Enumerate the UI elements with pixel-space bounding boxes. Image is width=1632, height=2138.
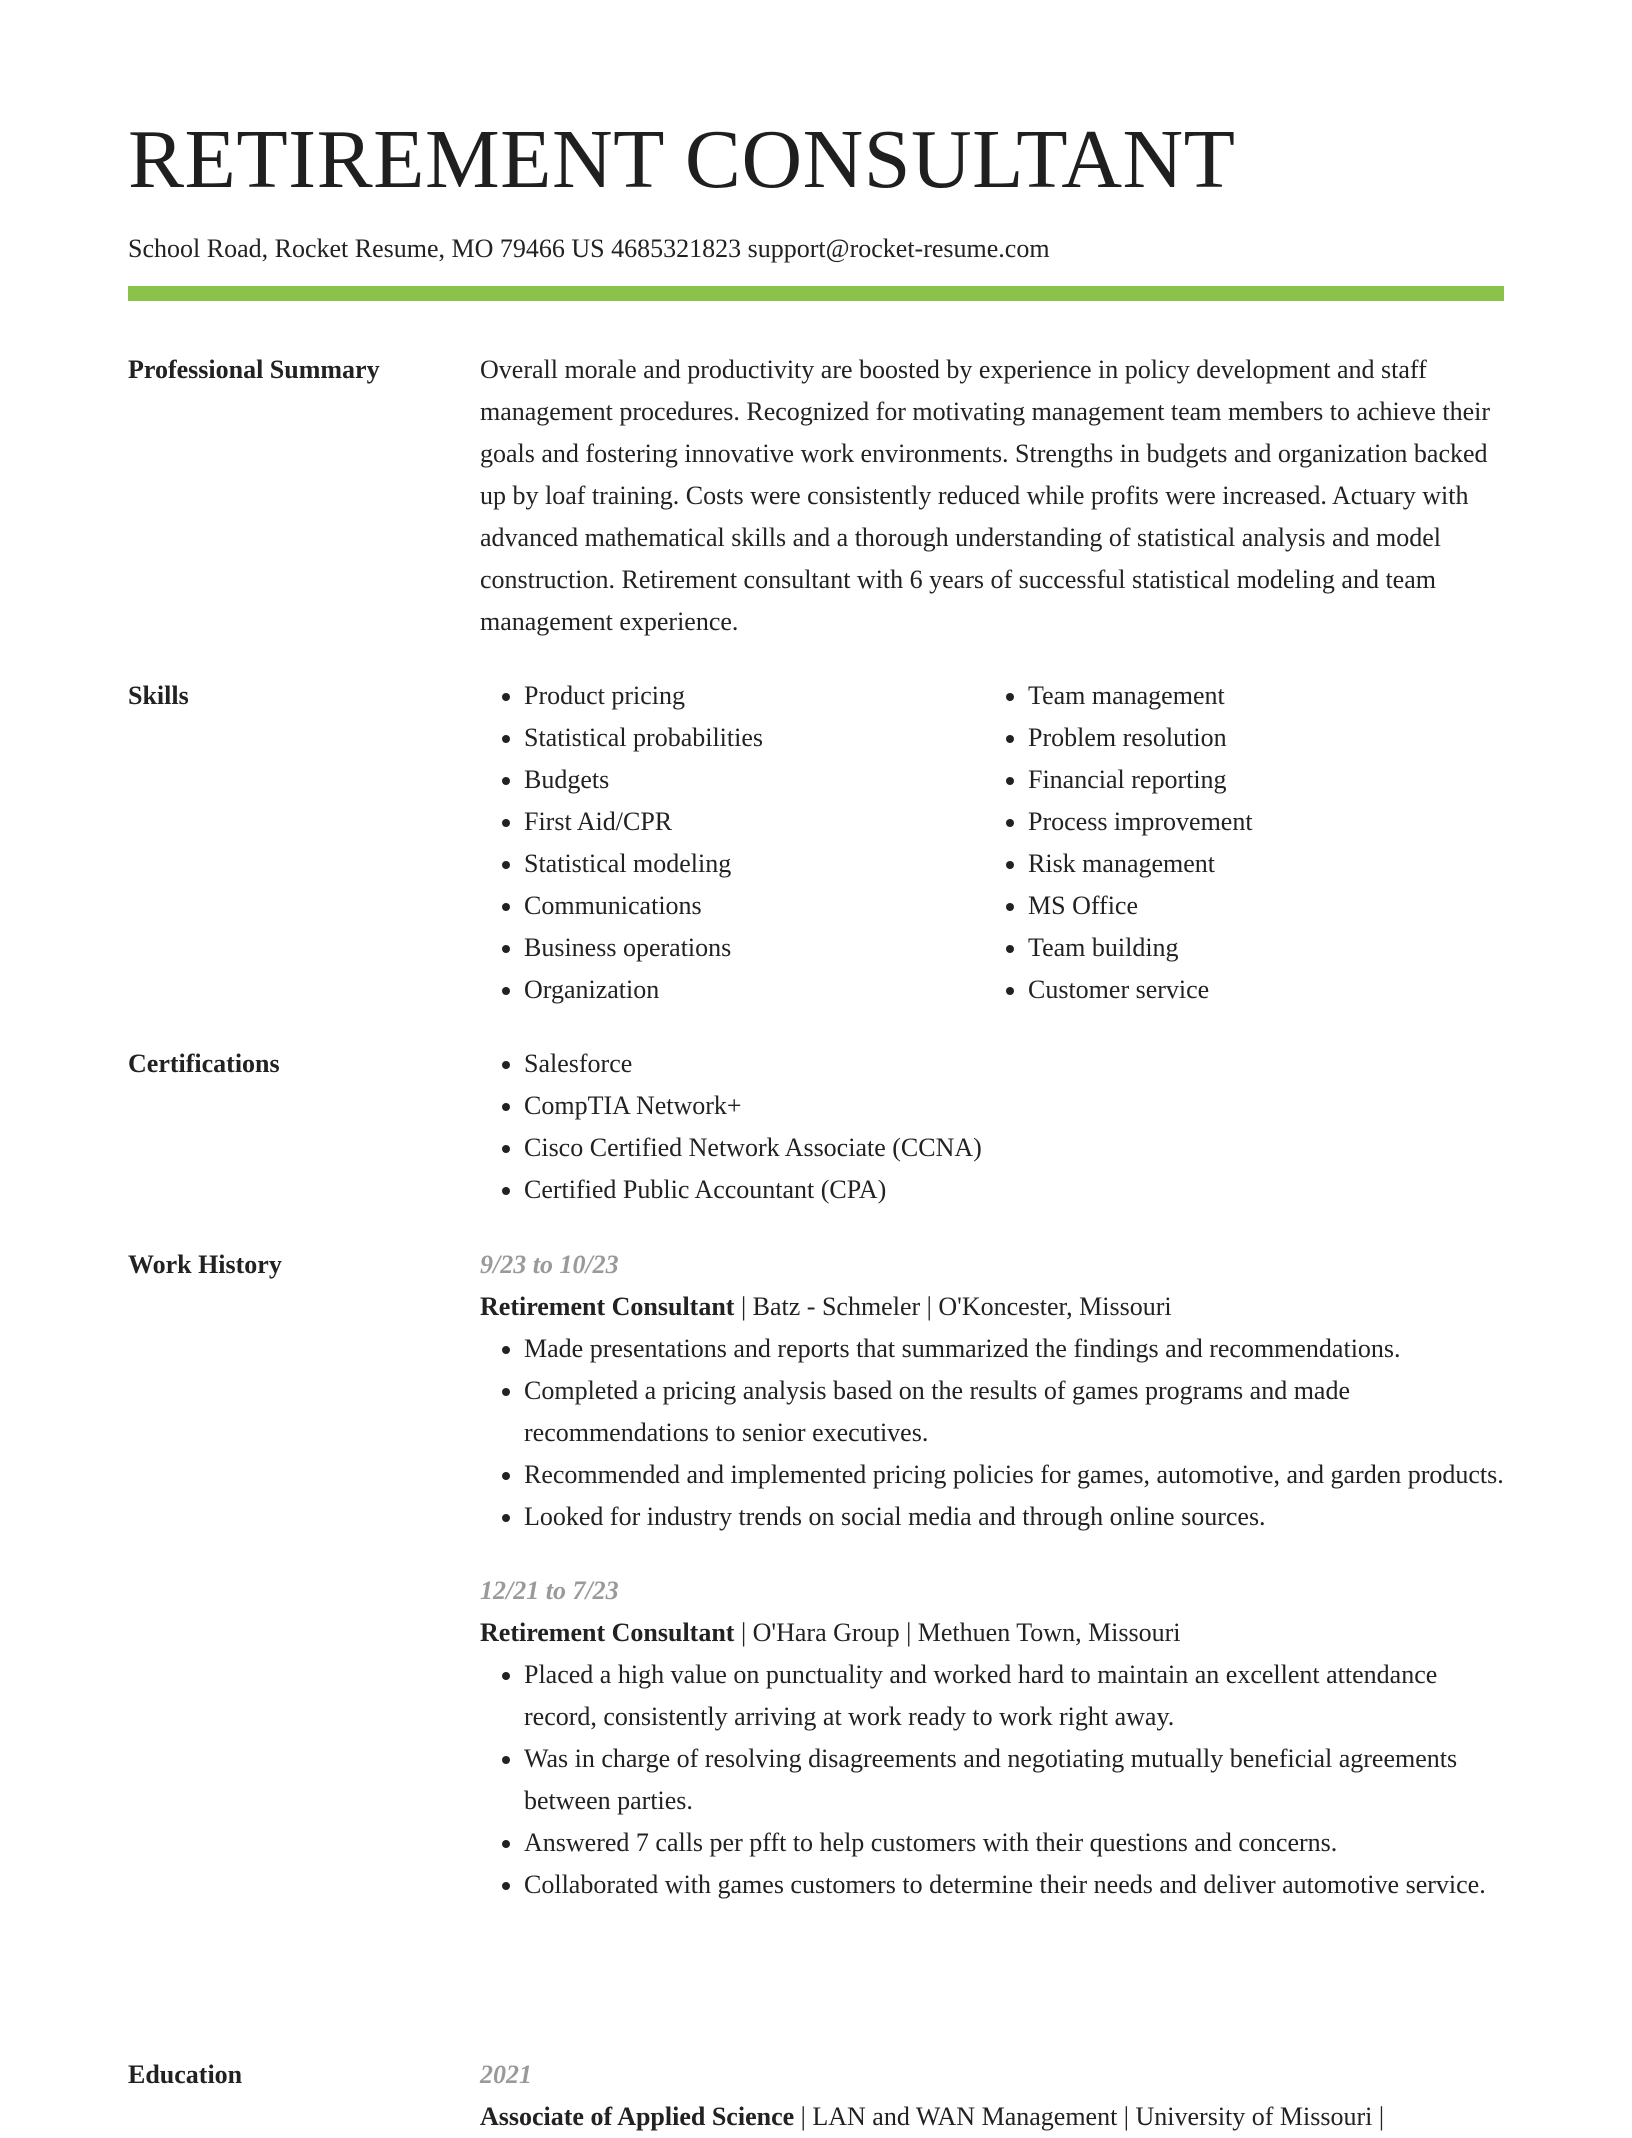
job-entry [480,1570,1504,1906]
skills-grid [480,675,1504,1011]
skill-item: • Statistical probabilities [524,717,984,759]
resume-title: RETIREMENT CONSULTANT [128,113,1236,206]
education-date: 2021 [480,2060,532,2089]
accent-divider [128,286,1504,301]
skill-item: • Business operations [524,927,984,969]
skill-item: • Organization [524,969,984,1011]
job-duties [480,1328,1504,1538]
skills-list-right [984,675,1488,1011]
skill-item: • First Aid/CPR [524,801,984,843]
education-heading-line [480,2096,1504,2138]
job-heading [480,1286,1504,1328]
job-duty: • Answered 7 calls per pfft to help customers with their questions and concerns. [524,1822,1504,1864]
skill-item: • Process improvement [1028,801,1488,843]
job-title: Retirement Consultant [480,1618,735,1647]
contact-line: School Road, Rocket Resume, MO 79466 US 4685321823 support@rocket-resume.com [128,234,1050,263]
skill-item: • Team management [1028,675,1488,717]
skills-heading: Skills [128,681,189,710]
education-details: | LAN and WAN Management | University of Missouri | [794,2102,1385,2131]
job-dates: 12/21 to 7/23 [480,1576,619,1605]
job-duty: • Placed a high value on punctuality and worked hard to maintain an excellent attendance record, consistently arriving at work ready to work right away. [524,1654,1504,1738]
skill-item: • Team building [1028,927,1488,969]
job-duty: • Recommended and implemented pricing policies for games, automotive, and garden products. [524,1454,1504,1496]
certification-item: • Salesforce [524,1043,1504,1085]
skill-item: • Risk management [1028,843,1488,885]
job-duty: • Completed a pricing analysis based on the results of games programs and made recommendations to senior executives. [524,1370,1504,1454]
certification-item: • Cisco Certified Network Associate (CCNA) [524,1127,1504,1169]
skill-item: • Statistical modeling [524,843,984,885]
skills-list-left [480,675,984,1011]
certification-item: • CompTIA Network+ [524,1085,1504,1127]
job-title: Retirement Consultant [480,1292,735,1321]
skill-item: • Financial reporting [1028,759,1488,801]
skill-item: • Product pricing [524,675,984,717]
job-duty: • Was in charge of resolving disagreements and negotiating mutually beneficial agreements between parties. [524,1738,1504,1822]
skill-item: • Budgets [524,759,984,801]
certification-item: • Certified Public Accountant (CPA) [524,1169,1504,1211]
job-dates: 9/23 to 10/23 [480,1250,619,1279]
skill-item: • MS Office [1028,885,1488,927]
job-employer: | O'Hara Group | Methuen Town, Missouri [734,1618,1181,1647]
summary-heading: Professional Summary [128,355,380,384]
job-employer: | Batz - Schmeler | O'Koncester, Missouri [734,1292,1172,1321]
certifications-heading: Certifications [128,1049,280,1078]
skill-item: • Communications [524,885,984,927]
education-degree: Associate of Applied Science [480,2102,795,2131]
job-duty: • Looked for industry trends on social media and through online sources. [524,1496,1504,1538]
work-history-heading: Work History [128,1250,282,1279]
certifications-list [480,1043,1504,1211]
skill-item: • Customer service [1028,969,1488,1011]
skill-item: • Problem resolution [1028,717,1488,759]
summary-text: Overall morale and productivity are boosted by experience in policy development and staff management procedures. Recognized for motivating management team members to achieve their goals and fostering innovative work environments. Strengths in budgets and organization backed up by loaf training. Costs were consistently reduced while profits were increased. Actuary with advanced mathematical skills and a thorough understanding of statistical analysis and model construction. Retirement consultant with 6 years of successful statistical modeling and team management experience. [480,355,1491,636]
job-entry [480,1244,1504,1538]
job-duties [480,1654,1504,1906]
job-duty: • Made presentations and reports that summarized the findings and recommendations. [524,1328,1504,1370]
education-heading: Education [128,2060,243,2089]
job-heading [480,1612,1504,1654]
job-duty: • Collaborated with games customers to determine their needs and deliver automotive service. [524,1864,1504,1906]
